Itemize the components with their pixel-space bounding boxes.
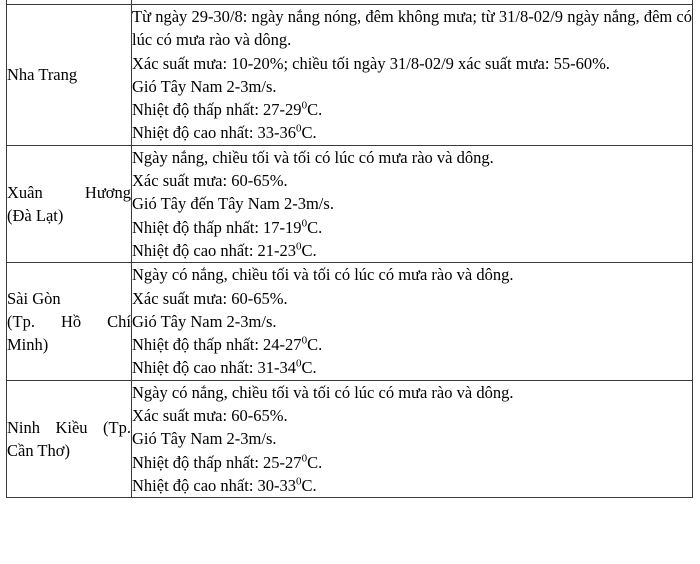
table-row: [7, 380, 693, 497]
temp-min: Nhiệt độ thấp nhất: $24-27^0C$.: [132, 334, 323, 355]
location-note: Cần Thơ): [7, 440, 70, 460]
location-note-cont: Minh): [7, 335, 49, 355]
wind: Gió Tây đến Tây Nam 2-3m/s.: [132, 194, 334, 214]
forecast-cell: [132, 263, 693, 380]
rain-probability: Xác suất mưa: 10-20%; chiều tối ngày 31/8-02/9 xác suất mưa: 55-60%.: [132, 53, 610, 73]
weather-forecast-table: [6, 0, 693, 498]
forecast-summary: Từ ngày 29-30/8: ngày nắng nóng, đêm không mưa; từ 31/8-02/9 ngày nắng, đêm có lúc có mưa rào và dông.: [132, 7, 692, 50]
rain-probability: Xác suất mưa: 60-65%.: [132, 288, 288, 308]
location-name: Xuân Hương: [7, 182, 131, 202]
temp-min: Nhiệt độ thấp nhất: $17-19^0C$.: [132, 217, 323, 237]
temp-min: Nhiệt độ thấp nhất: $27-29^0C$.: [132, 99, 323, 120]
table-row: [7, 5, 693, 146]
location-cell: [7, 5, 132, 146]
wind: Gió Tây Nam 2-3m/s.: [132, 311, 277, 331]
location-cell: [7, 380, 132, 497]
location-name: Sài Gòn: [7, 288, 61, 308]
forecast-cell: [132, 5, 693, 146]
temp-max: Nhiệt độ cao nhất: $30-33^0C$.: [132, 475, 317, 495]
rain-probability: Xác suất mưa: 60-65%.: [132, 171, 288, 191]
temp-max: Nhiệt độ cao nhất: $33-36^0C$.: [132, 122, 317, 143]
wind: Gió Tây Nam 2-3m/s.: [132, 76, 277, 96]
forecast-cell: [132, 380, 693, 497]
temp-min: Nhiệt độ thấp nhất: $25-27^0C$.: [132, 452, 323, 472]
location-cell: [7, 263, 132, 380]
location-name: Ninh Kiều (Tp.: [7, 417, 131, 437]
temp-max: Nhiệt độ cao nhất: $21-23^0C$.: [132, 240, 317, 260]
rain-probability: Xác suất mưa: 60-65%.: [132, 406, 288, 426]
forecast-summary: Ngày nắng, chiều tối và tối có lúc có mưa rào và dông.: [132, 147, 494, 167]
table-row: [7, 263, 693, 380]
location-note: (Đà Lạt): [7, 206, 64, 226]
temp-max: Nhiệt độ cao nhất: $31-34^0C$.: [132, 357, 317, 378]
wind: Gió Tây Nam 2-3m/s.: [132, 429, 277, 449]
forecast-summary: Ngày có nắng, chiều tối và tối có lúc có mưa rào và dông.: [132, 265, 514, 285]
table-row: [7, 145, 693, 262]
location-name: Nha Trang: [7, 65, 78, 85]
location-note: (Tp. Hồ Chí: [7, 311, 131, 331]
location-cell: [7, 145, 132, 262]
forecast-summary: Ngày có nắng, chiều tối và tối có lúc có mưa rào và dông.: [132, 382, 514, 402]
forecast-cell: [132, 145, 693, 262]
